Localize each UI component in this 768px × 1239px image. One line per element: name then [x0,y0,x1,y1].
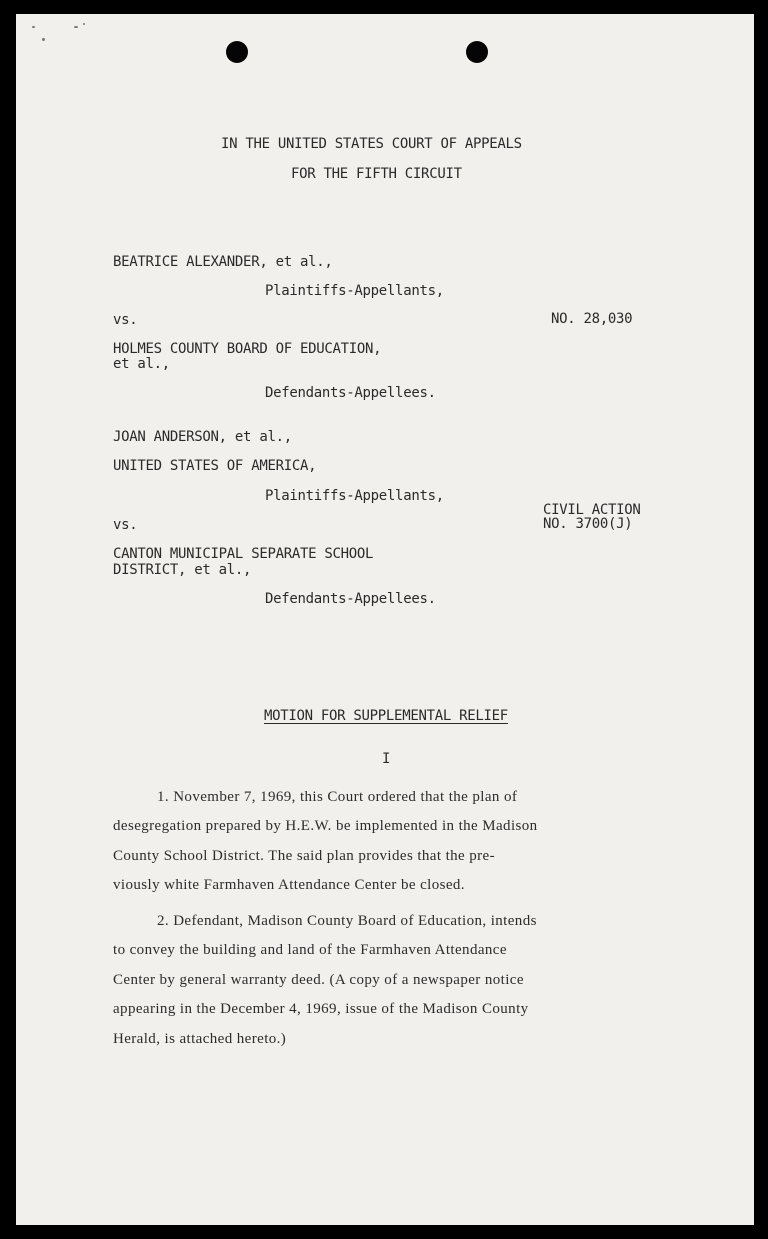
paragraph-1-line-3: County School District. The said plan provides that the pre- [113,848,495,864]
case2-number-line1: CIVIL ACTION [543,502,641,518]
case1-vs: vs. [113,312,138,328]
case1-defendant-role: Defendants-Appellees. [265,385,436,401]
case2-number-line2: NO. 3700(J) [543,516,633,532]
paragraph-2-line-2: to convey the building and land of the Farmhaven Attendance [113,942,507,958]
punch-hole-right [466,41,488,63]
paper-speck [74,26,78,28]
punch-hole-left [226,41,248,63]
paragraph-2-line-5: Herald, is attached hereto.) [113,1031,287,1047]
case2-defendant-line1: CANTON MUNICIPAL SEPARATE SCHOOL [113,546,374,562]
case2-defendant-role: Defendants-Appellees. [265,591,436,607]
paragraph-1-line-2: desegregation prepared by H.E.W. be implemented in the Madison [113,818,538,834]
court-name: IN THE UNITED STATES COURT OF APPEALS [221,136,522,152]
case2-vs: vs. [113,517,138,533]
paragraph-2-line-3: Center by general warranty deed. (A copy of a newspaper notice [113,972,524,988]
paragraph-1-line-1: 1. November 7, 1969, this Court ordered that the plan of [157,789,518,805]
case2-plaintiff-role: Plaintiffs-Appellants, [265,488,444,504]
circuit-name: FOR THE FIFTH CIRCUIT [291,166,462,182]
paper-speck [83,23,85,25]
section-number: I [382,751,391,767]
motion-title: MOTION FOR SUPPLEMENTAL RELIEF [264,708,508,724]
paper-speck [32,26,35,28]
paper-speck [42,38,45,41]
case1-number: NO. 28,030 [551,311,633,327]
case1-defendant-line1: HOLMES COUNTY BOARD OF EDUCATION, [113,341,382,357]
paragraph-1-line-4: viously white Farmhaven Attendance Center be closed. [113,877,465,893]
case1-defendant-line2: et al., [113,356,170,372]
paragraph-2-line-4: appearing in the December 4, 1969, issue of the Madison County [113,1001,529,1017]
case2-plaintiff1: JOAN ANDERSON, et al., [113,429,292,445]
document-page [16,14,754,1225]
case2-defendant-line2: DISTRICT, et al., [113,562,252,578]
case2-plaintiff2: UNITED STATES OF AMERICA, [113,458,317,474]
paragraph-2-line-1: 2. Defendant, Madison County Board of Education, intends [157,913,537,929]
case1-plaintiff: BEATRICE ALEXANDER, et al., [113,254,333,270]
case1-plaintiff-role: Plaintiffs-Appellants, [265,283,444,299]
